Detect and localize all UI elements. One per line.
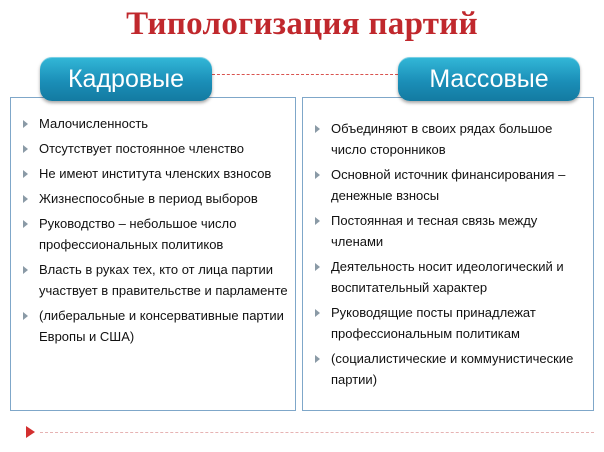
red-arrow-icon (26, 426, 35, 438)
connector-line (212, 74, 398, 75)
list-item (313, 164, 587, 206)
list-item (21, 113, 289, 134)
footer-divider (40, 432, 594, 433)
triangle-right-icon (23, 312, 28, 320)
list-item (313, 256, 587, 298)
category-label-massovye: Массовые (398, 57, 580, 101)
triangle-right-icon (315, 171, 320, 179)
triangle-right-icon (315, 125, 320, 133)
list-item (313, 348, 587, 390)
list-item-text: (социалистические и коммунистические партии) (331, 351, 574, 387)
list-item-text: Объединяют в своих рядах большое число сторонников (331, 121, 553, 157)
triangle-right-icon (23, 145, 28, 153)
triangle-right-icon (315, 217, 320, 225)
triangle-right-icon (23, 195, 28, 203)
list-item (21, 163, 289, 184)
triangle-right-icon (315, 263, 320, 271)
list-item-text: Не имеют института членских взносов (39, 166, 272, 181)
list-item-text: Руководство – небольшое число профессиональных политиков (39, 216, 237, 252)
list-item-text: Деятельность носит идеологический и воспитательный характер (331, 259, 564, 295)
list-item-text: Малочисленность (39, 116, 149, 131)
list-item-text: (либеральные и консервативные партии Европы и США) (39, 308, 284, 344)
list-item-text: Власть в руках тех, кто от лица партии участвует в правительстве и парламенте (39, 262, 288, 298)
page-title: Типологизация партий (126, 6, 478, 42)
list-item (21, 188, 289, 209)
list-item (21, 138, 289, 159)
list-item-text: Жизнеспособные в период выборов (39, 191, 258, 206)
triangle-right-icon (315, 355, 320, 363)
triangle-right-icon (23, 220, 28, 228)
triangle-right-icon (23, 266, 28, 274)
panel-kadrovye (10, 97, 296, 411)
list-massovye (313, 118, 587, 394)
list-item-text: Руководящие посты принадлежат профессиональным политикам (331, 305, 536, 341)
list-item-text: Постоянная и тесная связь между членами (331, 213, 538, 249)
list-item (21, 259, 289, 301)
list-kadrovye (21, 113, 289, 351)
list-item (313, 302, 587, 344)
list-item-text: Основной источник финансирования – денежные взносы (331, 167, 566, 203)
list-item (21, 305, 289, 347)
category-label-kadrovye: Кадровые (40, 57, 212, 101)
triangle-right-icon (315, 309, 320, 317)
triangle-right-icon (23, 120, 28, 128)
list-item (313, 118, 587, 160)
list-item (313, 210, 587, 252)
triangle-right-icon (23, 170, 28, 178)
list-item-text: Отсутствует постоянное членство (39, 141, 245, 156)
panel-massovye (302, 97, 594, 411)
list-item (21, 213, 289, 255)
